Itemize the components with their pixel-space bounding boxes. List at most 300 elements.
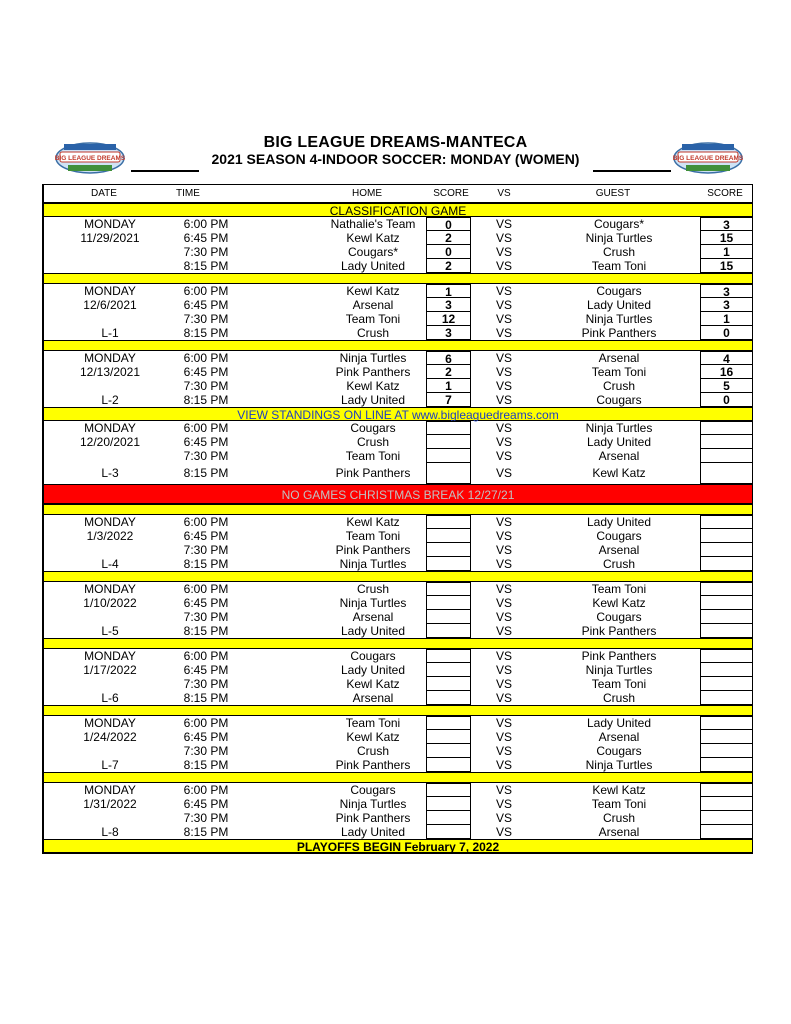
home-team: Lady United bbox=[340, 624, 406, 638]
vs-label: VS bbox=[495, 797, 512, 811]
guest-team: Team Toni bbox=[591, 677, 647, 691]
game-row bbox=[44, 312, 752, 326]
home-score-box bbox=[426, 624, 471, 638]
game-row bbox=[44, 529, 752, 543]
game-time: 6:00 PM bbox=[183, 649, 229, 663]
home-team: Lady United bbox=[340, 663, 406, 677]
guest-team: Arsenal bbox=[598, 449, 640, 463]
home-team: Pink Panthers bbox=[335, 365, 411, 379]
game-row bbox=[44, 217, 752, 231]
guest-score-box bbox=[700, 825, 752, 839]
game-row bbox=[44, 463, 752, 484]
game-row bbox=[44, 351, 752, 365]
guest-team: Cougars bbox=[596, 284, 642, 298]
home-team: Crush bbox=[356, 326, 389, 340]
guest-team: Team Toni bbox=[591, 582, 647, 596]
vs-label: VS bbox=[495, 783, 512, 797]
game-row bbox=[44, 758, 752, 772]
guest-score-box bbox=[700, 543, 752, 557]
schedule-table bbox=[42, 184, 753, 854]
logo-text: BIG LEAGUE DREAMS bbox=[54, 155, 126, 162]
guest-score-box: 3 bbox=[700, 284, 752, 298]
home-score-box bbox=[426, 596, 471, 610]
home-score-box bbox=[426, 449, 471, 463]
home-score-box bbox=[426, 797, 471, 811]
home-team: Kewl Katz bbox=[346, 730, 400, 744]
guest-score-box: 3 bbox=[700, 217, 752, 231]
guest-team: Ninja Turtles bbox=[585, 231, 653, 245]
guest-team: Team Toni bbox=[591, 797, 647, 811]
game-row bbox=[44, 744, 752, 758]
game-day: MONDAY bbox=[84, 783, 136, 797]
home-team: Lady United bbox=[340, 393, 406, 407]
guest-score-box bbox=[700, 797, 752, 811]
league-week-label: L-6 bbox=[101, 691, 119, 705]
game-time: 6:00 PM bbox=[183, 351, 229, 365]
home-team: Kewl Katz bbox=[346, 284, 400, 298]
vs-label: VS bbox=[495, 663, 512, 677]
vs-label: VS bbox=[495, 245, 512, 259]
game-time: 6:45 PM bbox=[183, 596, 229, 610]
guest-score-box bbox=[700, 463, 752, 484]
game-row bbox=[44, 515, 752, 529]
game-row bbox=[44, 610, 752, 624]
game-time: 6:00 PM bbox=[183, 716, 229, 730]
home-team: Ninja Turtles bbox=[339, 596, 407, 610]
vs-label: VS bbox=[495, 351, 512, 365]
home-team: Pink Panthers bbox=[335, 466, 411, 480]
vs-label: VS bbox=[495, 259, 512, 273]
game-time: 6:00 PM bbox=[183, 515, 229, 529]
page-title: BIG LEAGUE DREAMS-MANTECA bbox=[263, 134, 528, 151]
guest-score-box bbox=[700, 515, 752, 529]
home-score-box bbox=[426, 677, 471, 691]
guest-score-box bbox=[700, 758, 752, 772]
game-row bbox=[44, 449, 752, 463]
vs-label: VS bbox=[495, 298, 512, 312]
home-team: Kewl Katz bbox=[346, 379, 400, 393]
guest-score-box bbox=[700, 624, 752, 638]
guest-team: Kewl Katz bbox=[592, 466, 646, 480]
guest-score-box: 1 bbox=[700, 245, 752, 259]
page-subtitle: 2021 SEASON 4-INDOOR SOCCER: MONDAY (WOMEN) bbox=[211, 151, 580, 167]
week-separator bbox=[44, 273, 752, 284]
game-row bbox=[44, 825, 752, 839]
week-separator bbox=[44, 772, 752, 783]
home-team: Ninja Turtles bbox=[339, 797, 407, 811]
week-separator bbox=[44, 571, 752, 582]
home-score-box bbox=[426, 515, 471, 529]
christmas-break-banner: NO GAMES CHRISTMAS BREAK 12/27/21 bbox=[44, 484, 752, 504]
game-time: 6:45 PM bbox=[183, 797, 229, 811]
league-week-label: L-8 bbox=[101, 825, 119, 839]
home-team: Crush bbox=[356, 744, 389, 758]
vs-label: VS bbox=[495, 677, 512, 691]
logo-text: BIG LEAGUE DREAMS bbox=[672, 155, 744, 162]
guest-team: Crush bbox=[602, 557, 635, 571]
home-score-box: 0 bbox=[426, 245, 471, 259]
home-team: Arsenal bbox=[352, 691, 394, 705]
vs-label: VS bbox=[495, 691, 512, 705]
guest-team: Cougars bbox=[596, 744, 642, 758]
league-week-label: L-7 bbox=[101, 758, 119, 772]
game-time: 6:45 PM bbox=[183, 231, 229, 245]
home-score-box bbox=[426, 649, 471, 663]
home-team: Pink Panthers bbox=[335, 758, 411, 772]
home-team: Kewl Katz bbox=[346, 515, 400, 529]
guest-score-box: 5 bbox=[700, 379, 752, 393]
home-score-box bbox=[426, 811, 471, 825]
home-score-box bbox=[426, 730, 471, 744]
game-time: 6:45 PM bbox=[183, 435, 229, 449]
home-score-box bbox=[426, 691, 471, 705]
home-score-box bbox=[426, 610, 471, 624]
header-guest-score: SCORE bbox=[707, 188, 743, 199]
vs-label: VS bbox=[495, 744, 512, 758]
home-team: Ninja Turtles bbox=[339, 557, 407, 571]
home-score-box bbox=[426, 663, 471, 677]
home-team: Cougars bbox=[350, 783, 396, 797]
game-row bbox=[44, 677, 752, 691]
game-row bbox=[44, 624, 752, 638]
home-team: Team Toni bbox=[345, 449, 401, 463]
game-day: MONDAY bbox=[84, 515, 136, 529]
home-team: Cougars bbox=[350, 649, 396, 663]
home-team: Crush bbox=[356, 435, 389, 449]
week-separator bbox=[44, 705, 752, 716]
guest-score-box bbox=[700, 649, 752, 663]
game-row bbox=[44, 811, 752, 825]
guest-team: Pink Panthers bbox=[581, 649, 657, 663]
home-team: Lady United bbox=[340, 825, 406, 839]
vs-label: VS bbox=[495, 515, 512, 529]
guest-score-box: 3 bbox=[700, 298, 752, 312]
game-time: 8:15 PM bbox=[183, 624, 229, 638]
guest-score-box bbox=[700, 744, 752, 758]
vs-label: VS bbox=[495, 284, 512, 298]
home-score-box: 7 bbox=[426, 393, 471, 407]
home-score-box: 3 bbox=[426, 298, 471, 312]
guest-team: Crush bbox=[602, 245, 635, 259]
title-rule-left bbox=[131, 170, 199, 172]
guest-team: Lady United bbox=[586, 435, 652, 449]
game-date: 1/10/2022 bbox=[83, 596, 137, 610]
guest-team: Ninja Turtles bbox=[585, 312, 653, 326]
game-row bbox=[44, 284, 752, 298]
home-score-box: 2 bbox=[426, 231, 471, 245]
game-time: 6:45 PM bbox=[183, 529, 229, 543]
title-rule-right bbox=[593, 170, 671, 172]
guest-team: Kewl Katz bbox=[592, 596, 646, 610]
home-score-box bbox=[426, 421, 471, 435]
home-score-box bbox=[426, 783, 471, 797]
vs-label: VS bbox=[495, 624, 512, 638]
vs-label: VS bbox=[495, 543, 512, 557]
game-time: 8:15 PM bbox=[183, 825, 229, 839]
guest-score-box bbox=[700, 610, 752, 624]
guest-score-box: 4 bbox=[700, 351, 752, 365]
guest-score-box bbox=[700, 677, 752, 691]
game-date: 12/13/2021 bbox=[79, 365, 141, 379]
game-day: MONDAY bbox=[84, 421, 136, 435]
home-team: Team Toni bbox=[345, 716, 401, 730]
home-score-box: 6 bbox=[426, 351, 471, 365]
game-time: 6:45 PM bbox=[183, 365, 229, 379]
game-row bbox=[44, 326, 752, 340]
header-time: TIME bbox=[176, 188, 200, 199]
schedule-body bbox=[44, 217, 752, 853]
home-team: Lady United bbox=[340, 259, 406, 273]
vs-label: VS bbox=[495, 421, 512, 435]
league-week-label: L-2 bbox=[101, 393, 119, 407]
home-score-box: 3 bbox=[426, 326, 471, 340]
home-team: Team Toni bbox=[345, 529, 401, 543]
guest-score-box bbox=[700, 783, 752, 797]
vs-label: VS bbox=[495, 312, 512, 326]
game-row bbox=[44, 245, 752, 259]
game-date: 12/6/2021 bbox=[83, 298, 137, 312]
game-time: 6:00 PM bbox=[183, 783, 229, 797]
game-time: 6:00 PM bbox=[183, 217, 229, 231]
guest-team: Arsenal bbox=[598, 543, 640, 557]
vs-label: VS bbox=[495, 466, 512, 480]
guest-team: Team Toni bbox=[591, 259, 647, 273]
home-team: Cougars bbox=[350, 421, 396, 435]
vs-label: VS bbox=[495, 649, 512, 663]
vs-label: VS bbox=[495, 758, 512, 772]
home-score-box bbox=[426, 557, 471, 571]
game-day: MONDAY bbox=[84, 582, 136, 596]
standings-banner: VIEW STANDINGS ON LINE AT www.bigleaguedreams.com bbox=[44, 407, 752, 421]
week-separator bbox=[44, 504, 752, 515]
game-day: MONDAY bbox=[84, 716, 136, 730]
game-time: 7:30 PM bbox=[183, 312, 229, 326]
classification-banner: CLASSIFICATION GAME bbox=[44, 203, 752, 217]
home-score-box bbox=[426, 582, 471, 596]
game-time: 6:45 PM bbox=[183, 663, 229, 677]
vs-label: VS bbox=[495, 610, 512, 624]
vs-label: VS bbox=[495, 730, 512, 744]
vs-label: VS bbox=[495, 379, 512, 393]
game-date: 1/3/2022 bbox=[86, 529, 134, 543]
home-team: Ninja Turtles bbox=[339, 351, 407, 365]
game-row bbox=[44, 716, 752, 730]
game-time: 7:30 PM bbox=[183, 543, 229, 557]
game-row bbox=[44, 259, 752, 273]
guest-team: Lady United bbox=[586, 298, 652, 312]
league-week-label: L-1 bbox=[101, 326, 119, 340]
header-date: DATE bbox=[91, 188, 117, 199]
game-time: 6:00 PM bbox=[183, 284, 229, 298]
home-team: Kewl Katz bbox=[346, 677, 400, 691]
game-row bbox=[44, 365, 752, 379]
guest-team: Arsenal bbox=[598, 730, 640, 744]
guest-team: Crush bbox=[602, 811, 635, 825]
guest-score-box: 1 bbox=[700, 312, 752, 326]
vs-label: VS bbox=[495, 582, 512, 596]
game-time: 8:15 PM bbox=[183, 259, 229, 273]
guest-team: Arsenal bbox=[598, 351, 640, 365]
table-header bbox=[44, 184, 752, 203]
guest-team: Crush bbox=[602, 379, 635, 393]
guest-team: Pink Panthers bbox=[581, 624, 657, 638]
header-home: HOME bbox=[352, 188, 382, 199]
home-score-box bbox=[426, 463, 471, 484]
guest-score-box bbox=[700, 435, 752, 449]
game-row bbox=[44, 298, 752, 312]
league-week-label: L-3 bbox=[101, 466, 119, 480]
game-day: MONDAY bbox=[84, 217, 136, 231]
game-time: 7:30 PM bbox=[183, 610, 229, 624]
home-score-box bbox=[426, 529, 471, 543]
guest-score-box bbox=[700, 529, 752, 543]
vs-label: VS bbox=[495, 449, 512, 463]
game-row bbox=[44, 596, 752, 610]
home-score-box: 12 bbox=[426, 312, 471, 326]
guest-team: Ninja Turtles bbox=[585, 421, 653, 435]
game-row bbox=[44, 649, 752, 663]
vs-label: VS bbox=[495, 557, 512, 571]
guest-score-box bbox=[700, 449, 752, 463]
game-row bbox=[44, 557, 752, 571]
home-team: Cougars* bbox=[347, 245, 399, 259]
vs-label: VS bbox=[495, 393, 512, 407]
league-week-label: L-4 bbox=[101, 557, 119, 571]
guest-score-box: 15 bbox=[700, 231, 752, 245]
guest-score-box: 0 bbox=[700, 393, 752, 407]
game-time: 8:15 PM bbox=[183, 326, 229, 340]
guest-score-box bbox=[700, 691, 752, 705]
header-home-score: SCORE bbox=[433, 188, 469, 199]
vs-label: VS bbox=[495, 326, 512, 340]
home-team: Arsenal bbox=[352, 610, 394, 624]
guest-team: Cougars* bbox=[593, 217, 645, 231]
vs-label: VS bbox=[495, 596, 512, 610]
game-row bbox=[44, 582, 752, 596]
game-time: 8:15 PM bbox=[183, 557, 229, 571]
guest-score-box bbox=[700, 582, 752, 596]
game-time: 7:30 PM bbox=[183, 449, 229, 463]
guest-team: Team Toni bbox=[591, 365, 647, 379]
guest-team: Lady United bbox=[586, 716, 652, 730]
vs-label: VS bbox=[495, 217, 512, 231]
vs-label: VS bbox=[495, 811, 512, 825]
vs-label: VS bbox=[495, 435, 512, 449]
header-guest: GUEST bbox=[595, 188, 631, 199]
home-score-box bbox=[426, 825, 471, 839]
home-team: Pink Panthers bbox=[335, 543, 411, 557]
header-vs: VS bbox=[497, 188, 511, 199]
game-row bbox=[44, 730, 752, 744]
game-time: 8:15 PM bbox=[183, 691, 229, 705]
game-time: 7:30 PM bbox=[183, 379, 229, 393]
home-team: Pink Panthers bbox=[335, 811, 411, 825]
game-date: 1/31/2022 bbox=[83, 797, 137, 811]
guest-score-box bbox=[700, 596, 752, 610]
guest-score-box: 16 bbox=[700, 365, 752, 379]
game-time: 6:00 PM bbox=[183, 582, 229, 596]
home-team: Crush bbox=[356, 582, 389, 596]
game-row bbox=[44, 797, 752, 811]
guest-score-box bbox=[700, 716, 752, 730]
league-week-label: L-5 bbox=[101, 624, 119, 638]
game-time: 6:00 PM bbox=[183, 421, 229, 435]
guest-score-box bbox=[700, 811, 752, 825]
vs-label: VS bbox=[495, 716, 512, 730]
playoffs-banner: PLAYOFFS BEGIN February 7, 2022 bbox=[44, 839, 752, 853]
game-time: 8:15 PM bbox=[183, 393, 229, 407]
home-score-box: 1 bbox=[426, 379, 471, 393]
game-date: 11/29/2021 bbox=[80, 231, 140, 245]
game-day: MONDAY bbox=[84, 649, 136, 663]
game-row bbox=[44, 421, 752, 435]
guest-team: Lady United bbox=[586, 515, 652, 529]
game-time: 7:30 PM bbox=[183, 811, 229, 825]
game-time: 8:15 PM bbox=[183, 758, 229, 772]
home-team: Team Toni bbox=[345, 312, 401, 326]
game-row bbox=[44, 393, 752, 407]
guest-team: Cougars bbox=[596, 529, 642, 543]
home-score-box: 2 bbox=[426, 365, 471, 379]
guest-team: Ninja Turtles bbox=[585, 758, 653, 772]
game-time: 7:30 PM bbox=[183, 744, 229, 758]
game-row bbox=[44, 543, 752, 557]
home-score-box bbox=[426, 758, 471, 772]
game-date: 12/20/2021 bbox=[79, 435, 141, 449]
home-team: Kewl Katz bbox=[346, 231, 400, 245]
guest-team: Crush bbox=[602, 691, 635, 705]
game-date: 1/24/2022 bbox=[83, 730, 137, 744]
guest-score-box: 15 bbox=[700, 259, 752, 273]
guest-score-box: 0 bbox=[700, 326, 752, 340]
home-score-box: 1 bbox=[426, 284, 471, 298]
game-time: 6:45 PM bbox=[183, 730, 229, 744]
week-separator bbox=[44, 638, 752, 649]
game-time: 6:45 PM bbox=[183, 298, 229, 312]
game-time: 7:30 PM bbox=[183, 677, 229, 691]
home-score-box: 0 bbox=[426, 217, 471, 231]
game-row bbox=[44, 783, 752, 797]
game-day: MONDAY bbox=[84, 284, 136, 298]
home-team: Nathalie's Team bbox=[330, 217, 416, 231]
game-time: 7:30 PM bbox=[183, 245, 229, 259]
guest-team: Arsenal bbox=[598, 825, 640, 839]
guest-team: Cougars bbox=[596, 610, 642, 624]
game-row bbox=[44, 435, 752, 449]
home-score-box bbox=[426, 435, 471, 449]
guest-score-box bbox=[700, 663, 752, 677]
home-score-box bbox=[426, 716, 471, 730]
game-row bbox=[44, 691, 752, 705]
home-score-box bbox=[426, 543, 471, 557]
home-score-box bbox=[426, 744, 471, 758]
home-team: Arsenal bbox=[352, 298, 394, 312]
guest-score-box bbox=[700, 557, 752, 571]
vs-label: VS bbox=[495, 365, 512, 379]
game-time: 8:15 PM bbox=[183, 466, 229, 480]
vs-label: VS bbox=[495, 231, 512, 245]
vs-label: VS bbox=[495, 529, 512, 543]
game-row bbox=[44, 231, 752, 245]
vs-label: VS bbox=[495, 825, 512, 839]
week-separator bbox=[44, 340, 752, 351]
game-row bbox=[44, 379, 752, 393]
game-date: 1/17/2022 bbox=[83, 663, 137, 677]
guest-score-box bbox=[700, 421, 752, 435]
game-day: MONDAY bbox=[84, 351, 136, 365]
game-row bbox=[44, 663, 752, 677]
guest-team: Cougars bbox=[596, 393, 642, 407]
